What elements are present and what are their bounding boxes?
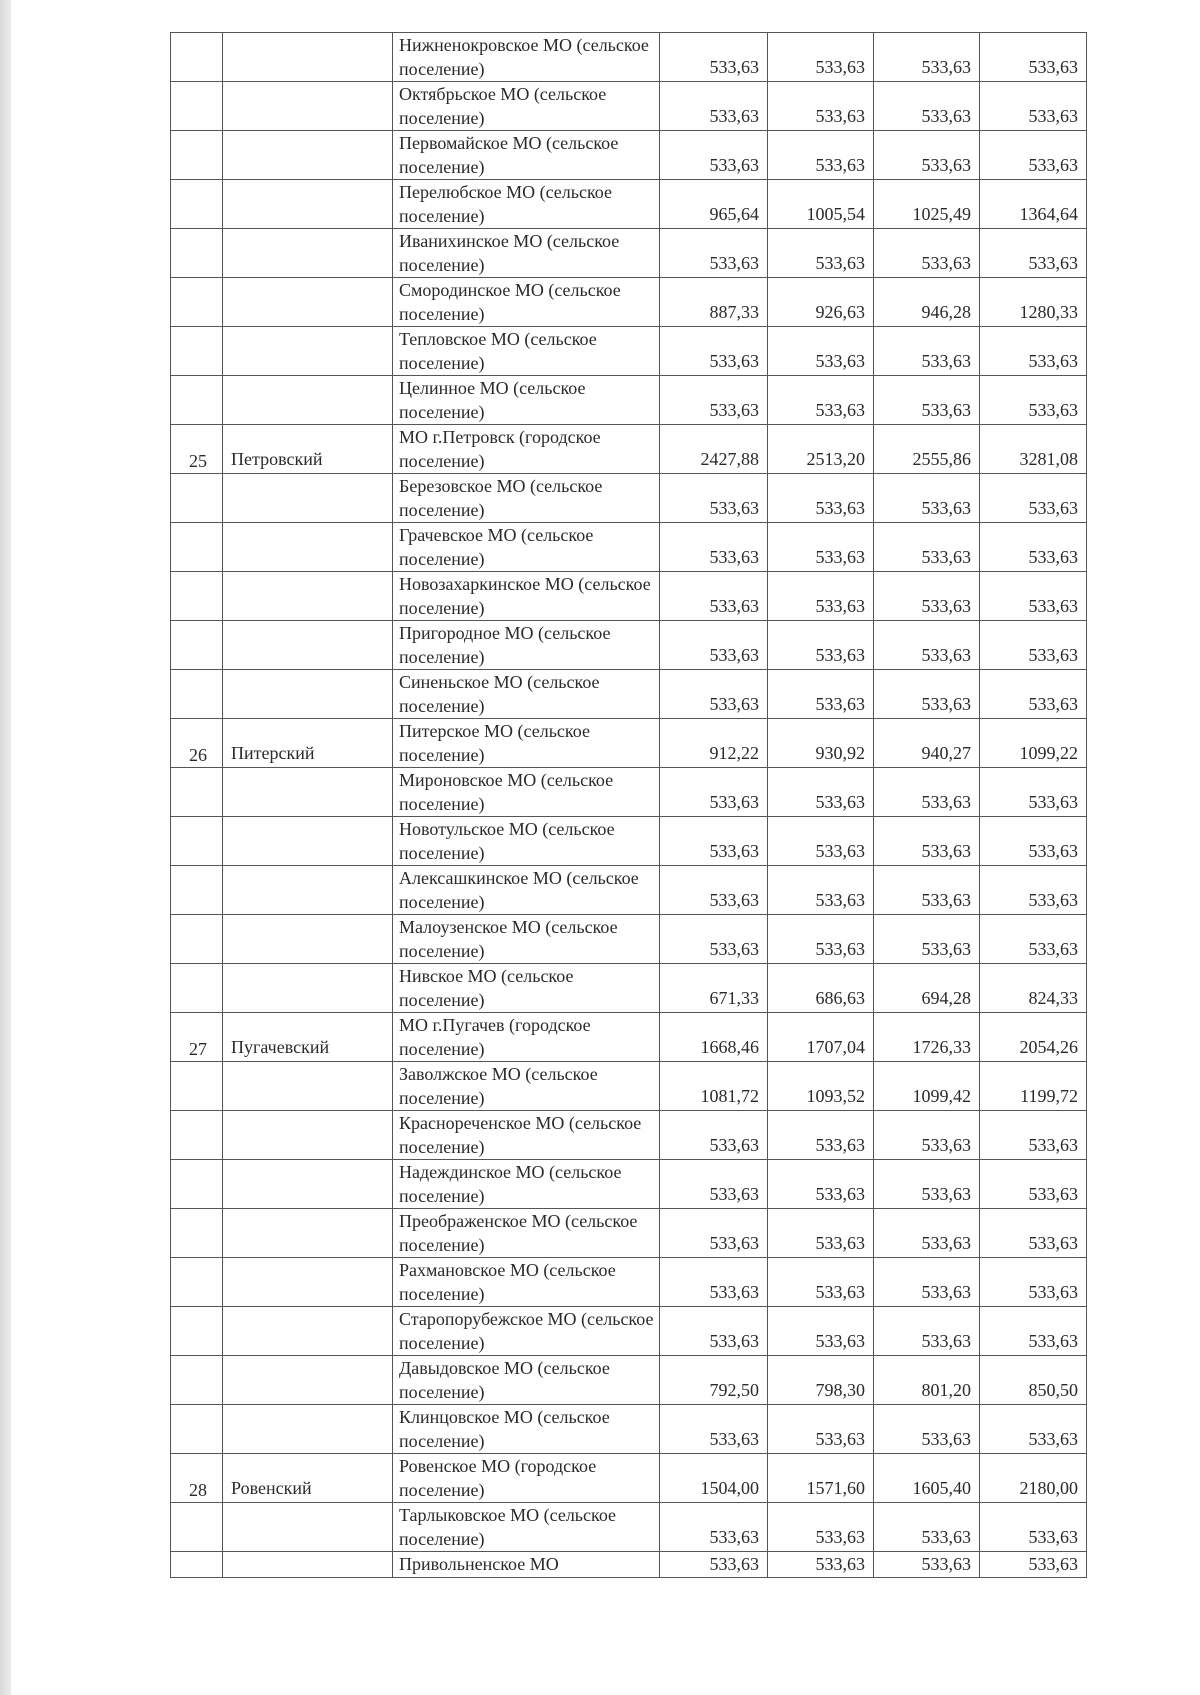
district-name [223, 915, 393, 964]
row-number [171, 180, 223, 229]
value-cell: 533,63 [768, 1405, 874, 1454]
value-cell: 533,63 [660, 621, 768, 670]
value-cell: 533,63 [768, 131, 874, 180]
value-cell: 533,63 [980, 523, 1087, 572]
value-cell: 798,30 [768, 1356, 874, 1405]
table-row [171, 82, 1087, 131]
table-row [171, 1552, 1087, 1578]
value-cell: 912,22 [660, 719, 768, 768]
municipality-name: Старопорубежское МО (сельское поселение) [393, 1307, 660, 1356]
value-cell: 533,63 [874, 33, 980, 82]
value-cell: 533,63 [874, 866, 980, 915]
scan-edge [0, 0, 11, 1695]
table-row [171, 376, 1087, 425]
value-cell: 533,63 [980, 376, 1087, 425]
value-cell: 533,63 [874, 1258, 980, 1307]
value-cell: 533,63 [980, 1209, 1087, 1258]
value-cell: 533,63 [768, 1307, 874, 1356]
value-cell: 1726,33 [874, 1013, 980, 1062]
value-cell: 533,63 [660, 229, 768, 278]
district-name [223, 572, 393, 621]
table-row [171, 1258, 1087, 1307]
municipality-name: Нижненокровское МО (сельское поселение) [393, 33, 660, 82]
value-cell: 1571,60 [768, 1454, 874, 1503]
value-cell: 533,63 [660, 1503, 768, 1552]
row-number [171, 1356, 223, 1405]
tariff-table-body [171, 33, 1087, 1578]
row-number [171, 1552, 223, 1578]
row-number [171, 1209, 223, 1258]
district-name [223, 1552, 393, 1578]
municipality-name: Привольненское МО [393, 1552, 660, 1578]
value-cell: 533,63 [768, 1552, 874, 1578]
municipality-name: Мироновское МО (сельское поселение) [393, 768, 660, 817]
value-cell: 533,63 [768, 229, 874, 278]
municipality-name: Питерское МО (сельское поселение) [393, 719, 660, 768]
value-cell: 533,63 [874, 131, 980, 180]
value-cell: 887,33 [660, 278, 768, 327]
table-row [171, 1454, 1087, 1503]
value-cell: 533,63 [660, 1307, 768, 1356]
municipality-name: Иванихинское МО (сельское поселение) [393, 229, 660, 278]
value-cell: 850,50 [980, 1356, 1087, 1405]
value-cell: 533,63 [660, 523, 768, 572]
municipality-name: Новозахаркинское МО (сельское поселение) [393, 572, 660, 621]
value-cell: 533,63 [768, 866, 874, 915]
value-cell: 533,63 [874, 229, 980, 278]
value-cell: 533,63 [874, 768, 980, 817]
row-number: 26 [171, 719, 223, 768]
table-row [171, 180, 1087, 229]
value-cell: 533,63 [980, 1503, 1087, 1552]
table-row [171, 1307, 1087, 1356]
value-cell: 533,63 [768, 572, 874, 621]
row-number [171, 768, 223, 817]
value-cell: 533,63 [768, 376, 874, 425]
value-cell: 533,63 [874, 817, 980, 866]
value-cell: 965,64 [660, 180, 768, 229]
value-cell: 533,63 [874, 1111, 980, 1160]
municipality-name: Пригородное МО (сельское поселение) [393, 621, 660, 670]
table-row [171, 33, 1087, 82]
value-cell: 533,63 [874, 82, 980, 131]
district-name [223, 180, 393, 229]
municipality-name: Алексашкинское МО (сельское поселение) [393, 866, 660, 915]
district-name: Питерский [223, 719, 393, 768]
value-cell: 1605,40 [874, 1454, 980, 1503]
value-cell: 533,63 [874, 1307, 980, 1356]
municipality-name: Клинцовское МО (сельское поселение) [393, 1405, 660, 1454]
value-cell: 533,63 [874, 1405, 980, 1454]
row-number [171, 82, 223, 131]
value-cell: 533,63 [768, 1209, 874, 1258]
municipality-name: МО г.Пугачев (городское поселение) [393, 1013, 660, 1062]
value-cell: 533,63 [980, 768, 1087, 817]
value-cell: 533,63 [980, 1258, 1087, 1307]
municipality-name: Смородинское МО (сельское поселение) [393, 278, 660, 327]
value-cell: 1199,72 [980, 1062, 1087, 1111]
value-cell: 533,63 [768, 817, 874, 866]
value-cell: 946,28 [874, 278, 980, 327]
table-row [171, 474, 1087, 523]
district-name [223, 1111, 393, 1160]
district-name [223, 670, 393, 719]
district-name [223, 1503, 393, 1552]
value-cell: 533,63 [660, 572, 768, 621]
value-cell: 533,63 [980, 817, 1087, 866]
value-cell: 533,63 [660, 1405, 768, 1454]
value-cell: 533,63 [768, 1160, 874, 1209]
municipality-name: Тарлыковское МО (сельское поселение) [393, 1503, 660, 1552]
row-number [171, 1160, 223, 1209]
value-cell: 533,63 [768, 1503, 874, 1552]
table-row [171, 719, 1087, 768]
municipality-name: Давыдовское МО (сельское поселение) [393, 1356, 660, 1405]
table-row [171, 1405, 1087, 1454]
value-cell: 533,63 [980, 1552, 1087, 1578]
value-cell: 533,63 [768, 327, 874, 376]
value-cell: 533,63 [660, 670, 768, 719]
value-cell: 3281,08 [980, 425, 1087, 474]
value-cell: 533,63 [660, 817, 768, 866]
row-number [171, 327, 223, 376]
value-cell: 533,63 [768, 33, 874, 82]
value-cell: 533,63 [980, 474, 1087, 523]
district-name [223, 1405, 393, 1454]
table-row [171, 1503, 1087, 1552]
value-cell: 533,63 [660, 33, 768, 82]
row-number [171, 523, 223, 572]
district-name [223, 621, 393, 670]
district-name [223, 278, 393, 327]
row-number [171, 376, 223, 425]
row-number: 27 [171, 1013, 223, 1062]
district-name [223, 82, 393, 131]
row-number [171, 670, 223, 719]
value-cell: 533,63 [980, 1111, 1087, 1160]
table-row [171, 670, 1087, 719]
value-cell: 1025,49 [874, 180, 980, 229]
value-cell: 533,63 [768, 670, 874, 719]
value-cell: 694,28 [874, 964, 980, 1013]
value-cell: 792,50 [660, 1356, 768, 1405]
table-row [171, 1111, 1087, 1160]
value-cell: 533,63 [874, 1503, 980, 1552]
row-number [171, 817, 223, 866]
row-number [171, 572, 223, 621]
value-cell: 533,63 [980, 327, 1087, 376]
table-row [171, 964, 1087, 1013]
district-name: Пугачевский [223, 1013, 393, 1062]
value-cell: 824,33 [980, 964, 1087, 1013]
value-cell: 533,63 [768, 621, 874, 670]
municipality-name: МО г.Петровск (городское поселение) [393, 425, 660, 474]
district-name [223, 768, 393, 817]
value-cell: 533,63 [768, 1258, 874, 1307]
district-name [223, 131, 393, 180]
value-cell: 533,63 [768, 1111, 874, 1160]
value-cell: 533,63 [874, 1209, 980, 1258]
value-cell: 533,63 [980, 82, 1087, 131]
row-number [171, 915, 223, 964]
table-row [171, 1356, 1087, 1405]
value-cell: 926,63 [768, 278, 874, 327]
value-cell: 2054,26 [980, 1013, 1087, 1062]
municipality-name: Синеньское МО (сельское поселение) [393, 670, 660, 719]
value-cell: 533,63 [660, 866, 768, 915]
row-number [171, 278, 223, 327]
table-row [171, 1160, 1087, 1209]
value-cell: 801,20 [874, 1356, 980, 1405]
table-row [171, 229, 1087, 278]
table-row [171, 866, 1087, 915]
row-number [171, 621, 223, 670]
table-row [171, 131, 1087, 180]
table-row [171, 572, 1087, 621]
row-number [171, 229, 223, 278]
value-cell: 533,63 [980, 1160, 1087, 1209]
municipality-name: Нивское МО (сельское поселение) [393, 964, 660, 1013]
value-cell: 533,63 [874, 915, 980, 964]
municipality-name: Преображенское МО (сельское поселение) [393, 1209, 660, 1258]
row-number [171, 1258, 223, 1307]
value-cell: 533,63 [980, 33, 1087, 82]
municipality-name: Целинное МО (сельское поселение) [393, 376, 660, 425]
district-name: Ровенский [223, 1454, 393, 1503]
table-row [171, 278, 1087, 327]
value-cell: 533,63 [660, 327, 768, 376]
row-number [171, 131, 223, 180]
municipality-name: Рахмановское МО (сельское поселение) [393, 1258, 660, 1307]
value-cell: 533,63 [980, 866, 1087, 915]
value-cell: 1707,04 [768, 1013, 874, 1062]
value-cell: 533,63 [660, 376, 768, 425]
value-cell: 1364,64 [980, 180, 1087, 229]
value-cell: 533,63 [874, 327, 980, 376]
row-number [171, 1062, 223, 1111]
district-name [223, 1258, 393, 1307]
value-cell: 1668,46 [660, 1013, 768, 1062]
value-cell: 533,63 [768, 915, 874, 964]
district-name [223, 866, 393, 915]
table-row [171, 817, 1087, 866]
table-row [171, 327, 1087, 376]
value-cell: 533,63 [660, 1160, 768, 1209]
municipality-name: Краснореченское МО (сельское поселение) [393, 1111, 660, 1160]
table-row [171, 1062, 1087, 1111]
value-cell: 533,63 [768, 523, 874, 572]
table-row [171, 1013, 1087, 1062]
municipality-name: Первомайское МО (сельское поселение) [393, 131, 660, 180]
district-name [223, 327, 393, 376]
table-row [171, 1209, 1087, 1258]
value-cell: 533,63 [874, 1160, 980, 1209]
value-cell: 533,63 [660, 1209, 768, 1258]
value-cell: 533,63 [660, 474, 768, 523]
district-name [223, 376, 393, 425]
value-cell: 2427,88 [660, 425, 768, 474]
row-number [171, 1111, 223, 1160]
table-row [171, 425, 1087, 474]
municipality-name: Тепловское МО (сельское поселение) [393, 327, 660, 376]
value-cell: 533,63 [660, 915, 768, 964]
value-cell: 533,63 [660, 768, 768, 817]
value-cell: 533,63 [874, 621, 980, 670]
value-cell: 533,63 [980, 1307, 1087, 1356]
municipality-name: Березовское МО (сельское поселение) [393, 474, 660, 523]
row-number [171, 964, 223, 1013]
district-name [223, 1062, 393, 1111]
value-cell: 671,33 [660, 964, 768, 1013]
value-cell: 686,63 [768, 964, 874, 1013]
district-name [223, 1209, 393, 1258]
value-cell: 533,63 [874, 670, 980, 719]
table-row [171, 621, 1087, 670]
value-cell: 533,63 [874, 376, 980, 425]
value-cell: 533,63 [660, 82, 768, 131]
value-cell: 533,63 [980, 621, 1087, 670]
value-cell: 1280,33 [980, 278, 1087, 327]
tariff-table [170, 32, 1087, 1578]
value-cell: 2180,00 [980, 1454, 1087, 1503]
value-cell: 1093,52 [768, 1062, 874, 1111]
district-name [223, 474, 393, 523]
value-cell: 533,63 [980, 1405, 1087, 1454]
row-number [171, 866, 223, 915]
row-number: 25 [171, 425, 223, 474]
value-cell: 2555,86 [874, 425, 980, 474]
row-number [171, 1307, 223, 1356]
row-number [171, 1405, 223, 1454]
table-row [171, 915, 1087, 964]
table-row [171, 523, 1087, 572]
value-cell: 533,63 [660, 131, 768, 180]
value-cell: 533,63 [874, 572, 980, 621]
value-cell: 533,63 [874, 523, 980, 572]
value-cell: 533,63 [980, 229, 1087, 278]
municipality-name: Ровенское МО (городское поселение) [393, 1454, 660, 1503]
value-cell: 533,63 [980, 670, 1087, 719]
district-name [223, 33, 393, 82]
municipality-name: Надеждинское МО (сельское поселение) [393, 1160, 660, 1209]
municipality-name: Грачевское МО (сельское поселение) [393, 523, 660, 572]
municipality-name: Новотульское МО (сельское поселение) [393, 817, 660, 866]
value-cell: 940,27 [874, 719, 980, 768]
value-cell: 2513,20 [768, 425, 874, 474]
municipality-name: Заволжское МО (сельское поселение) [393, 1062, 660, 1111]
row-number [171, 33, 223, 82]
value-cell: 533,63 [660, 1552, 768, 1578]
value-cell: 1099,22 [980, 719, 1087, 768]
value-cell: 1081,72 [660, 1062, 768, 1111]
table-row [171, 768, 1087, 817]
district-name: Петровский [223, 425, 393, 474]
value-cell: 1504,00 [660, 1454, 768, 1503]
district-name [223, 817, 393, 866]
value-cell: 930,92 [768, 719, 874, 768]
district-name [223, 964, 393, 1013]
value-cell: 533,63 [980, 915, 1087, 964]
value-cell: 533,63 [768, 768, 874, 817]
value-cell: 533,63 [874, 1552, 980, 1578]
municipality-name: Перелюбское МО (сельское поселение) [393, 180, 660, 229]
value-cell: 1099,42 [874, 1062, 980, 1111]
value-cell: 533,63 [768, 82, 874, 131]
municipality-name: Октябрьское МО (сельское поселение) [393, 82, 660, 131]
value-cell: 533,63 [660, 1111, 768, 1160]
municipality-name: Малоузенское МО (сельское поселение) [393, 915, 660, 964]
district-name [223, 229, 393, 278]
value-cell: 533,63 [660, 1258, 768, 1307]
value-cell: 1005,54 [768, 180, 874, 229]
district-name [223, 1160, 393, 1209]
value-cell: 533,63 [768, 474, 874, 523]
row-number [171, 474, 223, 523]
value-cell: 533,63 [980, 572, 1087, 621]
district-name [223, 523, 393, 572]
district-name [223, 1356, 393, 1405]
value-cell: 533,63 [980, 131, 1087, 180]
district-name [223, 1307, 393, 1356]
row-number: 28 [171, 1454, 223, 1503]
row-number [171, 1503, 223, 1552]
value-cell: 533,63 [874, 474, 980, 523]
